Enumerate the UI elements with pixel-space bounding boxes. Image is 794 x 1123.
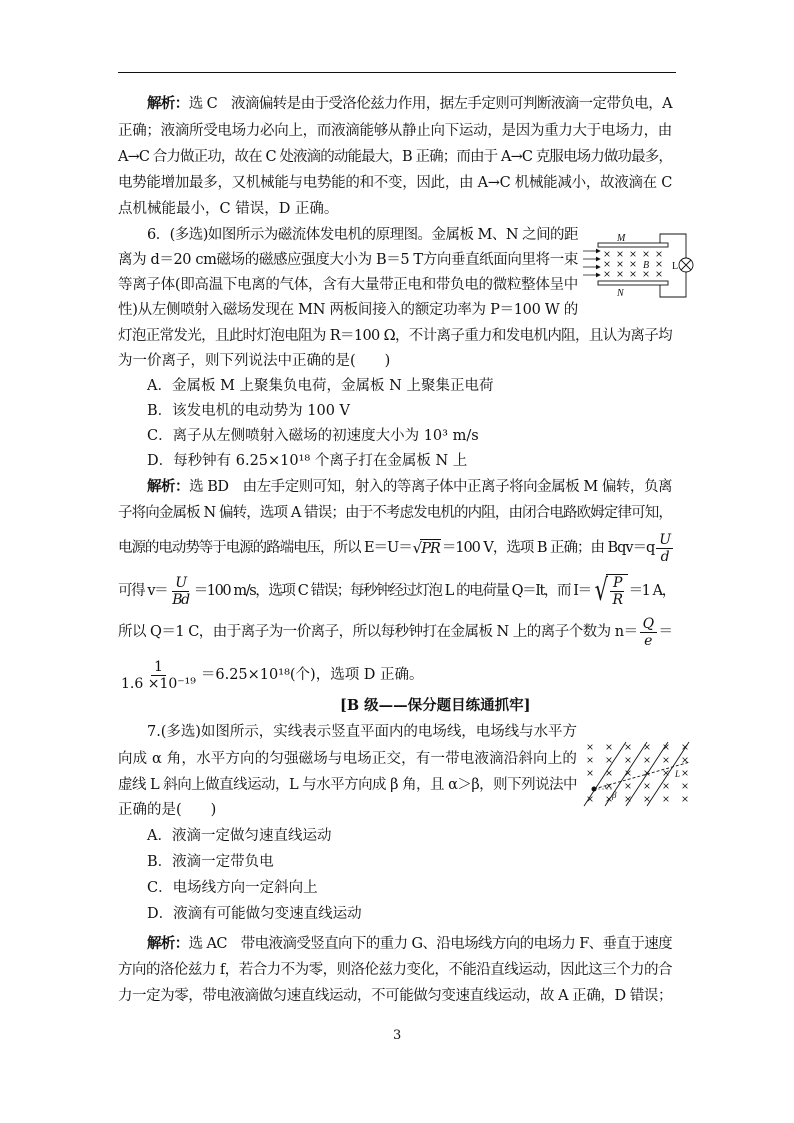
field-cross-mark <box>645 784 650 789</box>
radical-sign: √ <box>412 539 422 557</box>
field-cross-mark <box>631 262 636 267</box>
field-cross-mark <box>645 797 650 802</box>
p1-line-text: 选 C 液滴偏转是由于受洛伦兹力作用，据左手定则可判断液滴一定带负电，A <box>188 96 672 112</box>
p1-line: 点机械能最小，C 错误，D 正确。 <box>118 201 339 217</box>
field-cross-mark <box>618 272 623 277</box>
fraction-denominator: d <box>660 548 669 565</box>
field-cross-mark <box>664 784 669 789</box>
field-cross-mark <box>683 797 688 802</box>
q6-line: 性)从左侧喷射入磁场发现在 MN 两板间接入的额定功率为 P＝100 W 的 <box>118 302 578 318</box>
s6-text: ＝ <box>658 624 673 640</box>
s6-text: 所以 Q＝1 C，由于离子为一价离子，所以每秒钟打在金属板 N 上的离子个数为 n＝ <box>118 624 638 640</box>
field-cross-mark <box>664 797 669 802</box>
s6-text: ＝1 A， <box>628 583 675 599</box>
s6-text: ＝6.25×10¹⁸(个)，选项 D 正确。 <box>200 667 424 683</box>
field-cross-mark <box>664 758 669 763</box>
q7-line: 7.(多选)如图所示，实线表示竖直平面内的电场线，电场线与水平方 <box>147 724 577 740</box>
electric-field-line <box>584 742 626 806</box>
fraction <box>169 575 191 608</box>
label-l: L <box>675 769 681 779</box>
label-beta: β <box>612 790 617 800</box>
q7-option-b: B．液滴一定带负电 <box>147 854 274 870</box>
field-cross-mark <box>631 272 636 277</box>
field-cross-mark <box>626 784 631 789</box>
s6-text: ＝100 m/s，选项 C 错误；每秒钟经过灯泡 L 的电荷量 Q＝It，而 I＝ <box>193 583 591 599</box>
s7-line: 力一定为零，带电液滴做匀速直线运动，不可能做匀变速直线运动，故 A 正确，D 错误； <box>118 988 672 1004</box>
field-cross-mark <box>607 771 612 776</box>
analysis-label: 解析： <box>147 478 190 495</box>
q7-option-a: A．液滴一定做匀速直线运动 <box>147 828 332 844</box>
field-cross-mark <box>683 758 688 763</box>
field-cross-mark <box>657 262 662 267</box>
s6-line <box>118 612 672 652</box>
s6-line: 子将向金属板 N 偏转，选项 A 错误；由于不考虑发电机的内阻，由闭合电路欧姆定律可知， <box>118 505 672 521</box>
field-cross-mark <box>626 758 631 763</box>
field-cross-mark <box>683 784 688 789</box>
field-cross-mark <box>588 745 593 750</box>
fraction-denominator: Bd <box>172 591 189 608</box>
s7-line-text: 选 AC 带电液滴受竖直向下的重力 G、沿电场线方向的电场力 F、垂直于速度 <box>188 936 672 952</box>
analysis-label: 解析： <box>147 935 189 952</box>
plate-m <box>598 243 668 247</box>
label-l: L <box>672 261 679 272</box>
field-cross-mark <box>588 758 593 763</box>
section-heading: [B 级——保分题目练通抓牢] <box>340 696 531 714</box>
q6-line: 为一价离子，则下列说法中正确的是( ) <box>118 353 391 369</box>
mhd-generator-diagram <box>578 226 700 306</box>
q6-line: 离为 d＝20 cm磁场的磁感应强度大小为 B＝5 T方向垂直纸面向里将一束 <box>118 252 578 268</box>
fraction-numerator: Q <box>640 616 657 633</box>
fraction-denominator: R <box>612 592 622 608</box>
field-cross-mark <box>588 771 593 776</box>
radicand <box>606 574 627 608</box>
p1-line: A→C 合力做正功，故在 C 处液滴的动能最大，B 正确；而由于 A→C 克服电场力做功最多， <box>118 149 672 165</box>
label-b: B <box>643 260 650 271</box>
label-m: M <box>617 233 626 244</box>
field-cross-mark <box>605 262 610 267</box>
q6-line: 6．(多选)如图所示为磁流体发电机的原理图。金属板 M、N 之间的距 <box>147 227 578 243</box>
s6-text: 可得 v＝ <box>118 583 168 599</box>
page-number: 3 <box>393 1028 402 1043</box>
s6-line <box>118 528 672 568</box>
fraction-numerator: P <box>610 575 624 592</box>
field-cross-mark <box>607 758 612 763</box>
fraction-numerator: 1 <box>151 659 166 676</box>
q7-line: 向成 α 角，水平方向的匀强磁场与电场正交，有一带电液滴沿斜向上的 <box>118 751 577 767</box>
q7-option-d: D．液滴有可能做匀变速直线运动 <box>147 906 362 922</box>
field-cross-mark <box>644 272 649 277</box>
s6-text: ＝100 V，选项 B 正确；由 Bqv＝q <box>441 540 655 556</box>
fraction-numerator: U <box>172 575 188 592</box>
droplet-dot <box>592 787 597 792</box>
crossed-fields-diagram <box>580 738 694 810</box>
q6-option-c: C．离子从左侧喷射入磁场的初速度大小为 10³ m/s <box>147 428 479 444</box>
field-cross-mark <box>631 252 636 257</box>
s6-line <box>118 571 675 611</box>
magnetic-field-marks <box>588 745 688 802</box>
q6-option-b: B．该发电机的电动势为 100 V <box>147 403 351 419</box>
analysis-label: 解析： <box>147 95 189 112</box>
angle-arc <box>606 786 607 789</box>
magnetic-field-marks <box>605 252 662 277</box>
fraction-denominator: 1.6 ×10⁻¹⁹ <box>121 675 196 692</box>
field-cross-mark <box>605 272 610 277</box>
electric-field-line <box>647 742 689 806</box>
fraction <box>656 532 673 565</box>
q7-line: 正确的是( ) <box>118 802 217 818</box>
s6-text: 电源的电动势等于电源的路端电压，所以 E＝U＝ <box>118 540 412 556</box>
q6-option-d: D．每秒钟有 6.25×10¹⁸ 个离子打在金属板 N 上 <box>147 453 468 469</box>
fraction <box>640 616 657 649</box>
field-cross-mark <box>644 252 649 257</box>
field-cross-mark <box>607 745 612 750</box>
s6-line-text: 选 BD 由左手定则可知，射入的等离子体中正离子将向金属板 M 偏转，负离 <box>189 479 673 495</box>
fraction-denominator: e <box>644 632 652 649</box>
field-cross-mark <box>626 745 631 750</box>
q6-option-a: A．金属板 M 上聚集负电荷，金属板 N 上聚集正电荷 <box>147 378 494 394</box>
q6-line: 等离子体(即高温下电离的气体，含有大量带正电和带负电的微粒整体呈中 <box>118 277 578 293</box>
field-cross-mark <box>605 252 610 257</box>
fraction-numerator: U <box>656 532 673 549</box>
sqrt-expression <box>592 574 628 608</box>
s7-line: 方向的洛伦兹力 f，若合力不为零，则洛伦兹力变化，不能沿直线运动，因此这三个力的合 <box>118 962 672 978</box>
radical-sign: √ <box>594 573 607 608</box>
q7-option-c: C．电场线方向一定斜向上 <box>147 880 318 896</box>
q6-line: 灯泡正常发光，且此时灯泡电阻为 R＝100 Ω，不计离子重力和发电机内阻，且认为离子均 <box>118 328 672 344</box>
fraction <box>609 575 624 608</box>
field-cross-mark <box>618 252 623 257</box>
radicand: PR <box>421 540 440 557</box>
label-n: N <box>617 288 624 299</box>
field-cross-mark <box>645 758 650 763</box>
plate-n <box>598 281 668 285</box>
field-cross-mark <box>657 252 662 257</box>
header-rule <box>118 72 676 73</box>
q7-line: 虚线 L 斜向上做直线运动，L 与水平方向成 β 角，且 α＞β，则下列说法中 <box>118 777 577 793</box>
field-cross-mark <box>657 272 662 277</box>
field-cross-mark <box>683 771 688 776</box>
p1-line: 正确；液滴所受电场力必向上，而液滴能够从静止向下运动，是因为重力大于电场力，由 <box>118 123 672 139</box>
fraction <box>118 659 199 692</box>
p1-line: 电势能增加最多，又机械能与电势能的和不变，因此，由 A→C 机械能减小，故液滴在 C <box>118 175 672 191</box>
sqrt-expression <box>413 539 441 558</box>
lamp-icon <box>679 258 693 272</box>
field-cross-mark <box>618 262 623 267</box>
